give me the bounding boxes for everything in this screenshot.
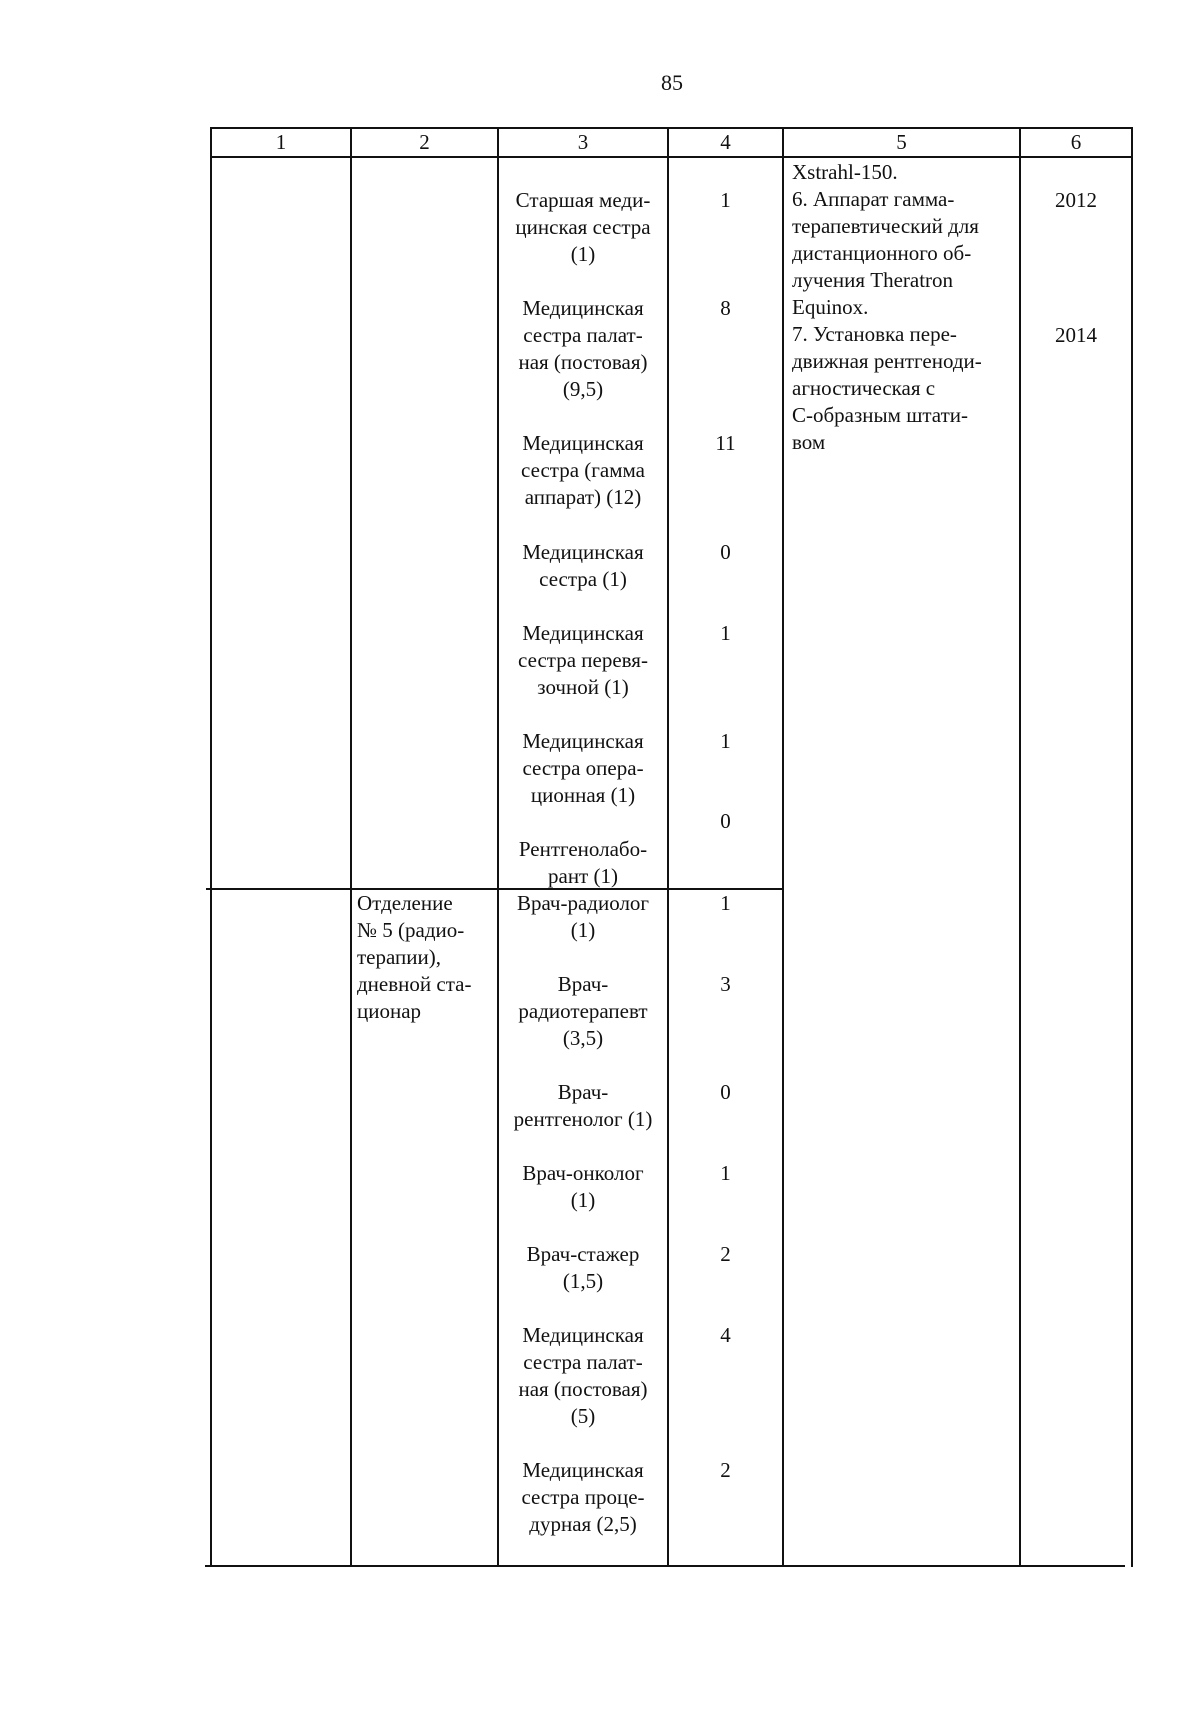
staff-position: Врач-радиолог (1) — [516, 891, 650, 942]
staff-position: Врач- рентгенолог (1) — [513, 1080, 653, 1131]
header-col-3: 3 — [577, 130, 589, 154]
header-col-2: 2 — [419, 130, 430, 154]
staff-count: 4 — [720, 1323, 731, 1347]
staff-position: Медицинская сестра опера- ционная (1) — [522, 729, 644, 807]
staff-position: Медицинская сестра (гамма аппарат) (12) — [521, 431, 645, 509]
staff-count: 1 — [720, 729, 731, 753]
staff-position: Медицинская сестра проце- дурная (2,5) — [521, 1458, 645, 1536]
table-bottom-border — [205, 1565, 1125, 1567]
staff-position: Медицинская сестра палат- ная (постовая) (5) — [518, 1323, 648, 1428]
staff-count: 0 — [720, 809, 731, 833]
table-right-border — [1131, 127, 1133, 1567]
staff-count: 2 — [720, 1458, 731, 1482]
staff-position: Рентгенолабо- рант (1) — [518, 837, 648, 888]
staff-position: Медицинская сестра перевя- зочной (1) — [518, 621, 648, 699]
header-col-1: 1 — [275, 130, 287, 154]
staff-position: Медицинская сестра (1) — [522, 540, 644, 591]
staff-count: 1 — [720, 1161, 731, 1185]
staff-position: Врач-стажер (1,5) — [526, 1242, 640, 1293]
col-divider-1-2 — [350, 127, 352, 1567]
staff-count: 8 — [720, 296, 731, 320]
col-divider-3-4 — [667, 127, 669, 1567]
page-number: 85 — [661, 70, 683, 95]
staff-count: 0 — [720, 540, 731, 564]
staff-count: 3 — [720, 972, 731, 996]
staff-count: 1 — [720, 188, 731, 212]
equipment-year: 2012 — [1055, 188, 1097, 212]
staff-count: 2 — [720, 1242, 731, 1266]
department-name: Отделение № 5 (радио- терапии), дневной ста- ционар — [357, 891, 472, 1023]
equipment-list: Xstrahl-150. 6. Аппарат гамма- терапевтический для дистанционного об- лучения Theratron Equinox. 7. Установка пере- движная рентгеноди- агностическая с С-образным штати- вом — [792, 160, 982, 454]
staff-position: Врач-онколог (1) — [522, 1161, 644, 1212]
header-col-4: 4 — [720, 130, 731, 154]
table-left-border — [210, 127, 212, 1567]
staff-count: 1 — [720, 621, 731, 645]
staff-count: 11 — [715, 431, 736, 455]
staff-position: Медицинская сестра палат- ная (постовая) (9,5) — [518, 296, 648, 401]
header-col-5: 5 — [896, 130, 907, 154]
staff-count: 1 — [720, 891, 731, 915]
staff-position: Старшая меди- цинская сестра (1) — [515, 188, 651, 266]
equipment-year: 2014 — [1055, 323, 1097, 347]
header-col-6: 6 — [1070, 130, 1082, 154]
staff-position: Врач- радиотерапевт (3,5) — [518, 972, 648, 1050]
staff-count: 0 — [720, 1080, 731, 1104]
col-divider-4-5 — [782, 127, 784, 1567]
